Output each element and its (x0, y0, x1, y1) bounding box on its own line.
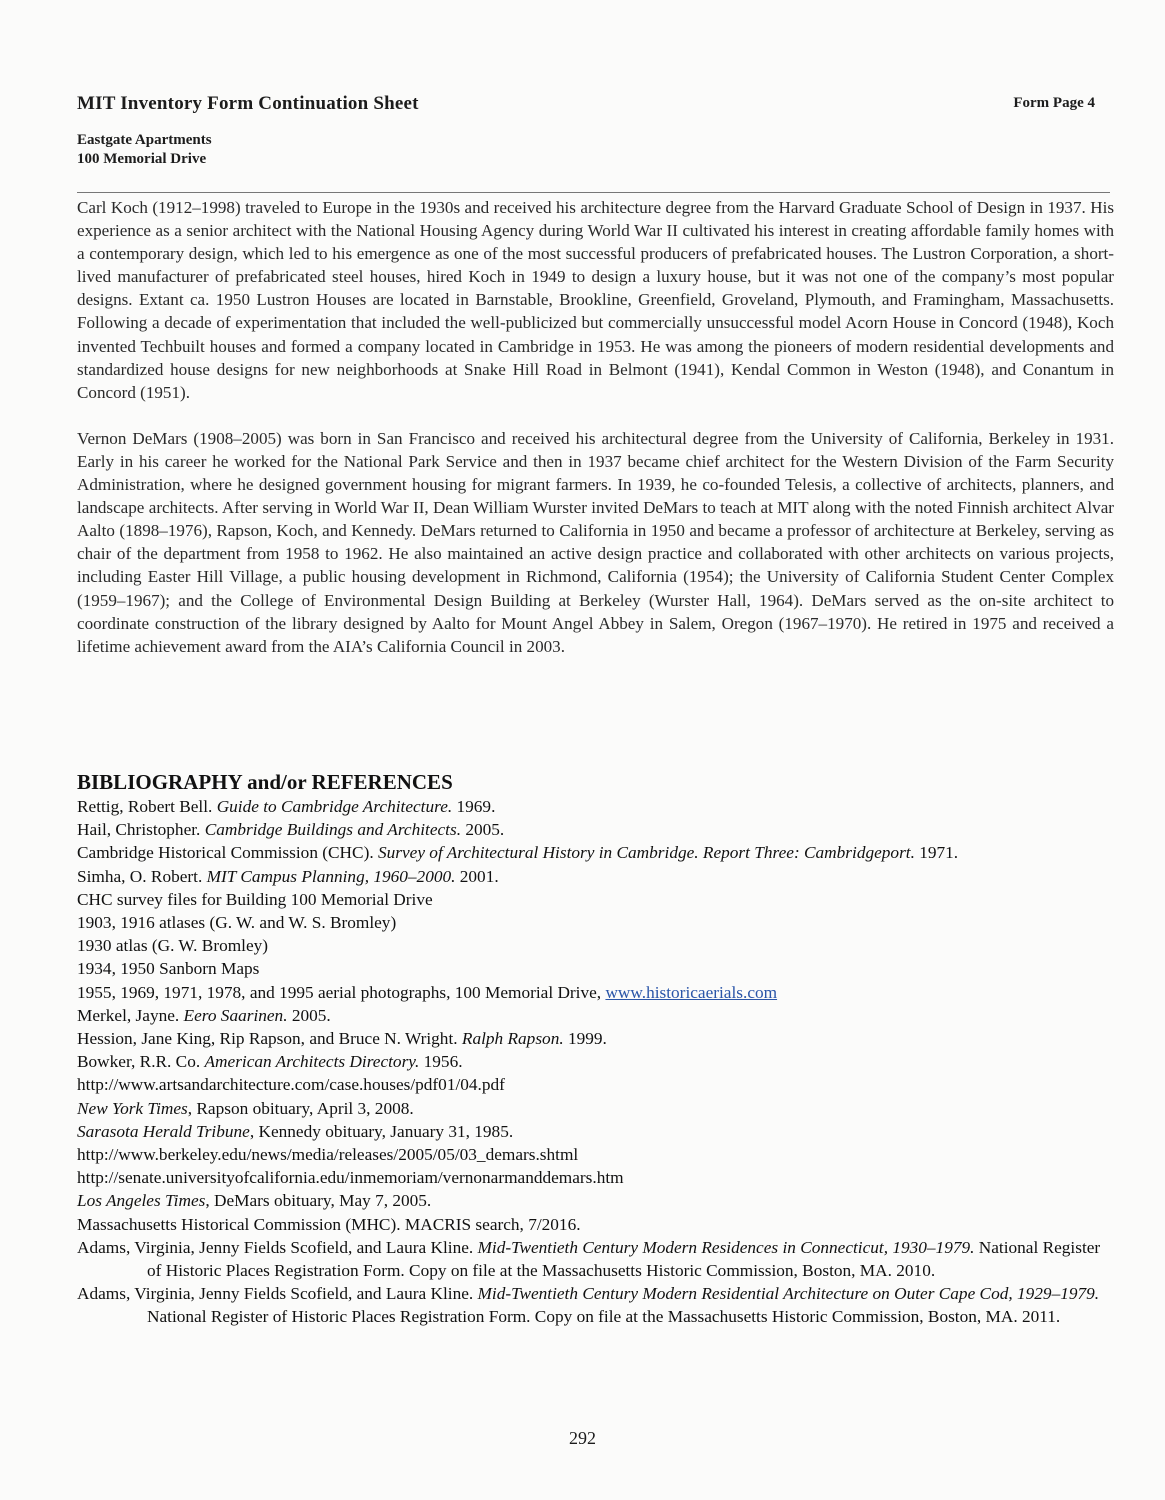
bibliography-entry (77, 1050, 1117, 1073)
entry-text: 1999. (563, 1029, 607, 1049)
entry-link[interactable]: www.historicaerials.com (605, 982, 778, 1002)
entry-title: Mid-Twentieth Century Modern Residential Architecture on Outer Cape Cod, 1929–1979. (477, 1284, 1100, 1304)
entry-title: Survey of Architectural History in Cambridge. Report Three: Cambridgeport. (377, 843, 915, 863)
bibliography-entry (77, 1143, 1117, 1166)
entry-text: National Register of Historic Places Registration Form. Copy on file at the Massachusetts Historic Commission, Boston, MA. 2011. (147, 1307, 1061, 1327)
entry-text: , Kennedy obituary, January 31, 1985. (249, 1121, 514, 1141)
entry-title: Ralph Rapson. (461, 1029, 564, 1049)
entry-text: Massachusetts Historical Commission (MHC). MACRIS search, 7/2016. (77, 1214, 581, 1234)
entry-text: , Rapson obituary, April 3, 2008. (187, 1098, 414, 1118)
entry-text: Adams, Virginia, Jenny Fields Scofield, and Laura Kline. (77, 1284, 478, 1304)
bibliography-entry (77, 1236, 1117, 1282)
building-address: 100 Memorial Drive (77, 151, 207, 167)
entry-text: http://senate.universityofcalifornia.edu/inmemoriam/vernonarmanddemars.htm (77, 1168, 624, 1188)
bibliography-entry (77, 1213, 1117, 1236)
entry-text: Hail, Christopher. (77, 820, 205, 840)
bibliography-entry (77, 1073, 1117, 1096)
entry-text: 2001. (455, 866, 499, 886)
entry-text: Cambridge Historical Commission (CHC). (77, 843, 378, 863)
entry-text: http://www.artsandarchitecture.com/case.houses/pdf01/04.pdf (77, 1075, 505, 1095)
entry-text: CHC survey files for Building 100 Memorial Drive (77, 889, 433, 909)
bibliography-entry (77, 1027, 1117, 1050)
entry-text: National Register of Historic Places Registration Form. Copy on file at the Massachusetts Historic Commission, Boston, MA. 2010. (147, 1237, 1101, 1281)
bibliography-entry (77, 1166, 1117, 1189)
entry-text: Bowker, R.R. Co. (77, 1052, 205, 1072)
bibliography-entry (77, 1189, 1117, 1212)
bibliography-heading: BIBLIOGRAPHY and/or REFERENCES (77, 770, 453, 794)
bibliography-entry (77, 957, 1117, 980)
page-number: 292 (569, 1428, 596, 1448)
entry-title: MIT Campus Planning, 1960–2000. (206, 866, 456, 886)
bibliography-entry (77, 1282, 1117, 1328)
entry-text: http://www.berkeley.edu/news/media/releases/2005/05/03_demars.shtml (77, 1145, 579, 1165)
bibliography-section (77, 769, 1117, 1329)
bibliography-entry (77, 865, 1117, 888)
entry-title: Guide to Cambridge Architecture. (216, 797, 453, 816)
bibliography-entry (77, 981, 1117, 1004)
narrative-text (77, 196, 1114, 681)
entry-text: 1903, 1916 atlases (G. W. and W. S. Bromley) (77, 913, 397, 933)
bibliography-entry (77, 818, 1117, 841)
entry-text: Adams, Virginia, Jenny Fields Scofield, and Laura Kline. (77, 1237, 478, 1257)
entry-text: 2005. (287, 1005, 331, 1025)
entry-title: Cambridge Buildings and Architects. (204, 820, 462, 840)
entry-text: Hession, Jane King, Rip Rapson, and Bruce N. Wright. (77, 1029, 462, 1049)
bibliography-entry (77, 911, 1117, 934)
bibliography-entry (77, 841, 1117, 864)
paragraph-carl-koch: Carl Koch (1912–1998) traveled to Europe in the 1930s and received his architecture degree from the Harvard Graduate School of Design in 1937. His experience as a senior architect with the National Housing Agency during World War II cultivated his interest in creating affordable family homes with a contemporary design, which led to his emergence as one of the most successful producers of prefabricated houses. The Lustron Corporation, a short-lived manufacturer of prefabricated steel houses, hired Koch in 1949 to design a luxury house, but it was not one of the company’s most popular designs. Extant ca. 1950 Lustron Houses are located in Barnstable, Brookline, Greenfield, Groveland, Plymouth, and Framingham, Massachusetts. Following a decade of experimentation that included the well-publicized but commercially unsuccessful model Acorn House in Concord (1948), Koch invented Techbuilt houses and formed a company located in Cambridge in 1953. He was among the pioneers of modern residential developments and standardized house designs for new neighborhoods at Snake Hill Road in Belmont (1941), Kendal Common in Weston (1948), and Conantum in Concord (1951). (77, 198, 1114, 402)
entry-text: , DeMars obituary, May 7, 2005. (205, 1191, 432, 1211)
entry-title: Mid-Twentieth Century Modern Residences in Connecticut, 1930–1979. (477, 1237, 975, 1257)
paragraph-vernon-demars: Vernon DeMars (1908–2005) was born in San Francisco and received his architectural degree from the University of California, Berkeley in 1931. Early in his career he worked for the National Park Service and then in 1937 became chief architect for the Western Division of the Farm Security Administration, where he designed government housing for migrant farmers. In 1939, he co-founded Telesis, a collective of architects, planners, and landscape architects. After serving in World War II, Dean William Wurster invited DeMars to teach at MIT along with the noted Finnish architect Alvar Aalto (1898–1976), Rapson, Koch, and Kennedy. DeMars returned to California in 1950 and became a professor of architecture at Berkeley, serving as chair of the department from 1958 to 1962. He also maintained an active design practice and collaborated with other architects on various projects, including Easter Hill Village, a public housing development in Richmond, California (1954); the University of California Student Center Complex (1959–1967); and the College of Environmental Design Building at Berkeley (Wurster Hall, 1964). DeMars served as the on-site architect to coordinate construction of the library designed by Aalto for Mount Angel Abbey in Salem, Oregon (1967–1970). He retired in 1975 and received a lifetime achievement award from the AIA’s California Council in 2003. (77, 428, 1114, 656)
entry-text: 1955, 1969, 1971, 1978, and 1995 aerial photographs, 100 Memorial Drive, (77, 982, 606, 1002)
entry-text: Rettig, Robert Bell. (77, 797, 217, 816)
bibliography-list (77, 795, 1117, 1329)
bibliography-entry (77, 888, 1117, 911)
entry-title: American Architects Directory. (204, 1052, 420, 1072)
entry-text: Merkel, Jayne. (77, 1005, 184, 1025)
entry-text: 1956. (419, 1052, 463, 1072)
bibliography-entry (77, 1120, 1117, 1143)
bibliography-entry (77, 1004, 1117, 1027)
bibliography-entry (77, 795, 1117, 818)
header-divider (77, 192, 1110, 193)
entry-text: Simha, O. Robert. (77, 866, 207, 886)
entry-text: 1934, 1950 Sanborn Maps (77, 959, 260, 979)
bibliography-entry (77, 934, 1117, 957)
entry-title: New York Times (77, 1098, 188, 1118)
building-name: Eastgate Apartments (77, 132, 212, 148)
entry-text: 1969. (452, 797, 496, 816)
form-page-number: Form Page 4 (1013, 95, 1095, 111)
property-identification (77, 131, 212, 169)
entry-title: Los Angeles Times (77, 1191, 206, 1211)
bibliography-entry (77, 1097, 1117, 1120)
entry-text: 2005. (461, 820, 505, 840)
entry-title: Sarasota Herald Tribune (77, 1121, 250, 1141)
entry-text: 1971. (914, 843, 959, 863)
entry-title: Eero Saarinen. (183, 1005, 288, 1025)
entry-text: 1930 atlas (G. W. Bromley) (77, 936, 269, 956)
form-title: MIT Inventory Form Continuation Sheet (77, 93, 419, 114)
